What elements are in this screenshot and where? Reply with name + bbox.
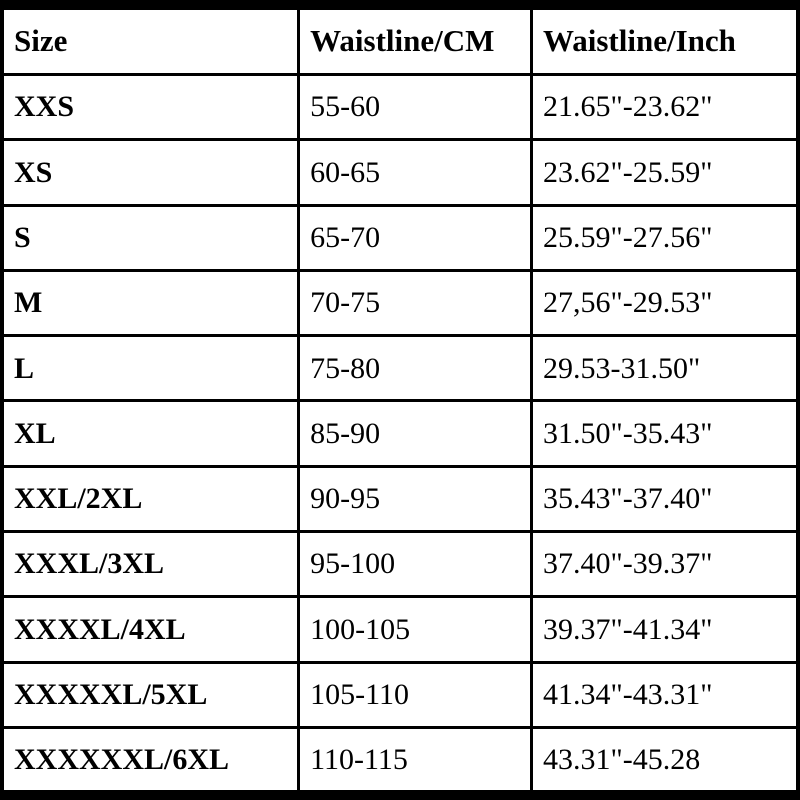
table-row bbox=[4, 727, 796, 790]
cell-waistline-cm: 110-115 bbox=[299, 727, 532, 790]
cell-waistline-inch: 41.34"-43.31" bbox=[531, 662, 796, 727]
table-row bbox=[4, 270, 796, 335]
cell-waistline-inch: 23.62"-25.59" bbox=[531, 140, 796, 205]
cell-size: XXXXXL/5XL bbox=[4, 662, 299, 727]
cell-waistline-inch: 39.37"-41.34" bbox=[531, 597, 796, 662]
table-row bbox=[4, 140, 796, 205]
cell-waistline-cm: 65-70 bbox=[299, 205, 532, 270]
cell-size: XXXXXXL/6XL bbox=[4, 727, 299, 790]
table-row bbox=[4, 597, 796, 662]
cell-waistline-cm: 55-60 bbox=[299, 74, 532, 139]
table-row bbox=[4, 74, 796, 139]
cell-waistline-cm: 75-80 bbox=[299, 336, 532, 401]
cell-size: XL bbox=[4, 401, 299, 466]
cell-waistline-inch: 37.40"-39.37" bbox=[531, 532, 796, 597]
column-header-waistline-cm: Waistline/CM bbox=[299, 10, 532, 74]
cell-size: XXXXL/4XL bbox=[4, 597, 299, 662]
cell-waistline-cm: 105-110 bbox=[299, 662, 532, 727]
table-row bbox=[4, 662, 796, 727]
cell-waistline-cm: 100-105 bbox=[299, 597, 532, 662]
table-header-row bbox=[4, 10, 796, 74]
cell-waistline-inch: 25.59"-27.56" bbox=[531, 205, 796, 270]
cell-waistline-cm: 70-75 bbox=[299, 270, 532, 335]
cell-waistline-inch: 29.53-31.50" bbox=[531, 336, 796, 401]
cell-waistline-inch: 27,56"-29.53" bbox=[531, 270, 796, 335]
cell-waistline-cm: 90-95 bbox=[299, 466, 532, 531]
cell-waistline-inch: 31.50"-35.43" bbox=[531, 401, 796, 466]
cell-size: S bbox=[4, 205, 299, 270]
cell-size: M bbox=[4, 270, 299, 335]
cell-waistline-inch: 35.43"-37.40" bbox=[531, 466, 796, 531]
cell-waistline-inch: 43.31"-45.28 bbox=[531, 727, 796, 790]
cell-size: XXXL/3XL bbox=[4, 532, 299, 597]
cell-waistline-cm: 95-100 bbox=[299, 532, 532, 597]
table-row bbox=[4, 205, 796, 270]
size-chart-table bbox=[4, 10, 796, 790]
table-row bbox=[4, 466, 796, 531]
table-row bbox=[4, 401, 796, 466]
column-header-waistline-inch: Waistline/Inch bbox=[531, 10, 796, 74]
table-row bbox=[4, 336, 796, 401]
table-row bbox=[4, 532, 796, 597]
cell-size: L bbox=[4, 336, 299, 401]
cell-waistline-cm: 60-65 bbox=[299, 140, 532, 205]
cell-size: XS bbox=[4, 140, 299, 205]
cell-size: XXS bbox=[4, 74, 299, 139]
cell-waistline-cm: 85-90 bbox=[299, 401, 532, 466]
cell-waistline-inch: 21.65"-23.62" bbox=[531, 74, 796, 139]
cell-size: XXL/2XL bbox=[4, 466, 299, 531]
column-header-size: Size bbox=[4, 10, 299, 74]
